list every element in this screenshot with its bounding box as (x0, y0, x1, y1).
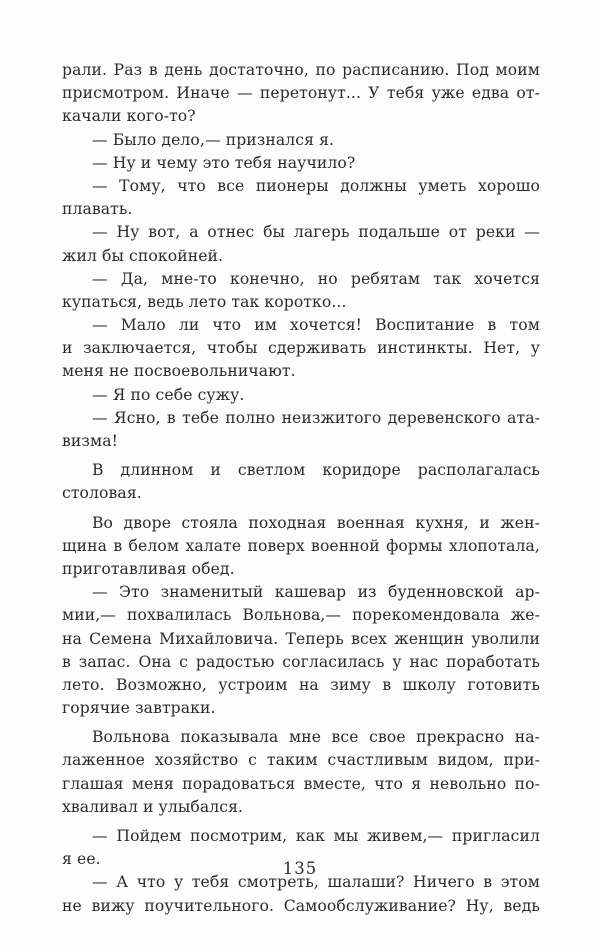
text-line: Вольнова показывала мне все свое прекрасно на- (92, 728, 540, 747)
text-line: и заключается, чтобы сдерживать инстинкты. Нет, у (62, 339, 540, 358)
text-line: присмотром. Иначе — перетонут... У тебя уже едва от- (62, 84, 540, 103)
text-line: на Семена Михайловича. Теперь всех женщин уволили (62, 629, 540, 648)
text-line: визма! (62, 432, 118, 450)
text-line: В длинном и светлом коридоре располагалась (92, 461, 540, 480)
text-line: хваливал и улыбался. (62, 797, 244, 816)
text-line: приготавливая обед. (62, 559, 235, 578)
text-line: в запас. Она с радостью согласилась у нас поработать (62, 652, 540, 671)
text-line: качали кого-то? (62, 107, 196, 126)
text-line: купаться, ведь лето так коротко... (62, 292, 347, 311)
text-line: не вижу поучительного. Самообслуживание? Ну, ведь (62, 896, 540, 915)
text-line: меня не посвоевольничают. (62, 362, 296, 381)
text-line: горячие завтраки. (62, 699, 216, 718)
text-line: — Я по себе сужу. (92, 385, 245, 404)
text-line: мии,— похвалилась Вольнова,— порекомендовала же- (62, 606, 540, 625)
text-line: столовая. (62, 484, 142, 503)
text-line: глашая меня порадоваться вместе, что я невольно по- (62, 774, 540, 793)
text-line: я ее. (62, 850, 101, 869)
text-line: рали. Раз в день достаточно, по расписанию. Под моим (62, 61, 540, 79)
text-line: — Это знаменитый кашевар из буденновской ар- (92, 583, 540, 602)
page-number: 135 (282, 859, 318, 878)
text-line: лаженное хозяйство с таким счастливым видом, при- (62, 751, 540, 770)
text-line: жил бы спокойней. (62, 246, 224, 265)
text-line: Во дворе стояла походная военная кухня, и жен- (92, 513, 540, 532)
text-line: — А что у тебя смотреть, шалаши? Ничего в этом (92, 873, 540, 892)
text-line: — Пойдем посмотрим, как мы живем,— пригласил (92, 827, 540, 845)
text-line: — Ясно, в тебе полно неизжитого деревенского ата- (92, 408, 540, 427)
text-line: — Ну и чему это тебя научило? (92, 153, 356, 172)
text-line: — Тому, что все пионеры должны уметь хорошо (92, 176, 540, 195)
text-line: — Да, мне-то конечно, но ребятам так хочется (92, 269, 540, 288)
text-line: плавать. (62, 200, 133, 219)
text-line: — Мало ли что им хочется! Воспитание в том (92, 316, 540, 335)
page-text (62, 59, 540, 918)
text-line: — Ну вот, а отнес бы лагерь подальше от реки — (92, 223, 540, 242)
text-line: — Было дело,— признался я. (92, 130, 335, 149)
text-line: лето. Возможно, устроим на зиму в школу готовить (62, 675, 540, 694)
text-line: щина в белом халате поверх военной формы хлопотала, (62, 536, 540, 555)
